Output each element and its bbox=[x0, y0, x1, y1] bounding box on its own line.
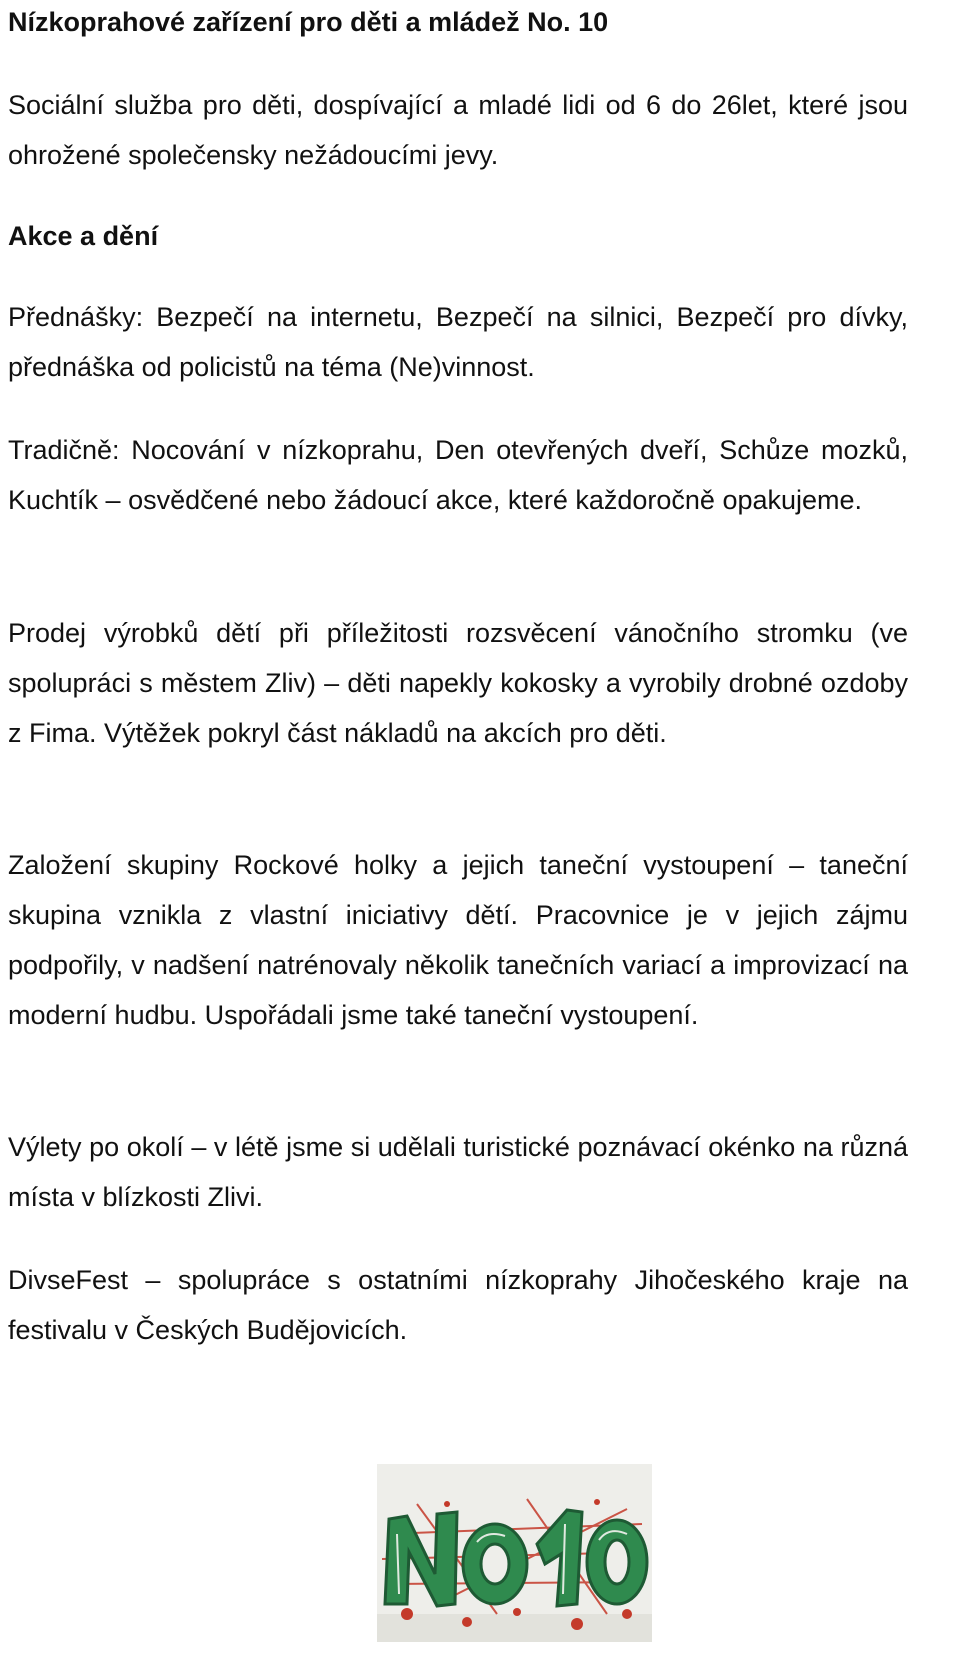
paragraph-lectures: Přednášky: Bezpečí na internetu, Bezpečí na silnici, Bezpečí pro dívky, přednáška od policistů na téma (Ne)vinnost. bbox=[8, 302, 908, 382]
paragraph-sale: Prodej výrobků dětí při příležitosti rozsvěcení vánočního stromku (ve spolupráci s městem Zliv) – děti napekly kokosky a vyrobily drobné ozdoby z Fima. Výtěžek pokryl část nákladů na akcích pro děti. bbox=[8, 618, 908, 748]
paragraph-traditions: Tradičně: Nocování v nízkoprahu, Den otevřených dveří, Schůze mozků, Kuchtík – osvědčené nebo žádoucí akce, které každoročně opakujeme. bbox=[8, 435, 908, 515]
section-heading: Akce a dění bbox=[8, 221, 159, 251]
paragraph-divsefest: DivseFest – spolupráce s ostatními nízkoprahy Jihočeského kraje na festivalu v Českých Budějovicích. bbox=[8, 1265, 908, 1345]
paragraph-dance-group: Založení skupiny Rockové holky a jejich taneční vystoupení – taneční skupina vznikla z vlastní iniciativy dětí. Pracovnice je v jejich zájmu podpořily, v nadšení natrénovaly několik tanečních variací a improvizací na moderní hudbu. Uspořádali jsme také taneční vystoupení. bbox=[8, 850, 908, 1030]
paragraph-trips: Výlety po okolí – v létě jsme si udělali turistické poznávací okénko na různá místa v blízkosti Zlivi. bbox=[8, 1132, 908, 1212]
graffiti-photo bbox=[377, 1464, 652, 1642]
graffiti-image bbox=[377, 1464, 652, 1642]
intro-paragraph: Sociální služba pro děti, dospívající a mladé lidi od 6 do 26let, které jsou ohrožené společensky nežádoucími jevy. bbox=[8, 90, 908, 170]
page-title: Nízkoprahové zařízení pro děti a mládež No. 10 bbox=[8, 7, 609, 37]
